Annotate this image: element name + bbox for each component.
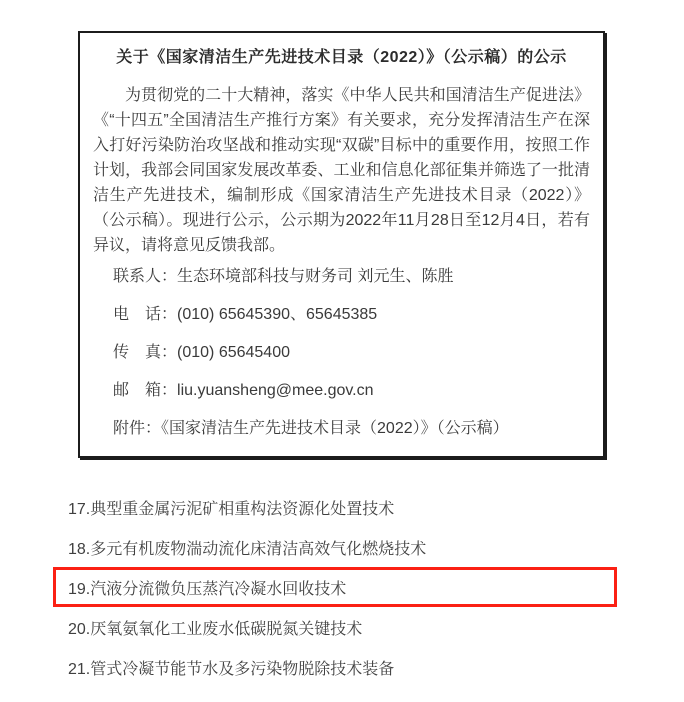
- contact-row-fax: [113, 334, 590, 372]
- tech-item-17: [0, 490, 684, 530]
- notice-box: [78, 31, 605, 458]
- notice-title: 关于《国家清洁生产先进技术目录（2022）》（公示稿）的公示: [116, 49, 567, 66]
- item-number: 21.: [68, 661, 91, 678]
- notice-paragraph: 为贯彻党的二十大精神，落实《中华人民共和国清洁生产促进法》《“十四五”全国清洁生产推行方案》有关要求，充分发挥清洁生产在深入打好污染防治攻坚战和推动实现“双碳”目标中的重要作用，按照工作计划，我部会同国家发展改革委、工业和信息化部征集并筛选了一批清洁生产先进技术，编制形成《国家清洁生产先进技术目录（2022）》（公示稿）。现进行公示，公示期为2022年11月28日至12月4日，若有异议，请将意见反馈我部。: [93, 87, 590, 254]
- item-name: 汽液分流微负压蒸汽冷凝水回收技术: [90, 581, 347, 598]
- contact-block: [93, 258, 590, 448]
- contact-value: liu.yuansheng@mee.gov.cn: [177, 382, 374, 399]
- tech-item-21: [0, 650, 684, 690]
- item-number: 19.: [68, 581, 91, 598]
- contact-value: 生态环境部科技与财务司 刘元生、陈胜: [177, 268, 454, 285]
- item-number: 17.: [68, 501, 91, 518]
- contact-row-phone: [113, 296, 590, 334]
- tech-item-20: [0, 610, 684, 650]
- contact-row-person: [113, 258, 590, 296]
- contact-label: 附件：: [113, 420, 162, 437]
- tech-item-19: [0, 570, 684, 610]
- contact-label: 邮 箱：: [113, 382, 178, 399]
- contact-value: (010) 65645390、65645385: [177, 306, 378, 323]
- tech-list: [0, 490, 684, 690]
- contact-row-email: [113, 372, 590, 410]
- item-name: 典型重金属污泥矿相重构法资源化处置技术: [90, 501, 395, 518]
- contact-value: (010) 65645400: [177, 344, 290, 361]
- item-name: 管式冷凝节能节水及多污染物脱除技术装备: [90, 661, 395, 678]
- tech-item-18: [0, 530, 684, 570]
- item-name: 厌氧氨氧化工业废水低碳脱氮关键技术: [90, 621, 363, 638]
- contact-label: 电 话：: [113, 306, 178, 323]
- contact-row-attachment: [113, 410, 590, 448]
- item-number: 20.: [68, 621, 91, 638]
- contact-label: 联系人：: [113, 268, 178, 285]
- item-number: 18.: [68, 541, 91, 558]
- item-name: 多元有机废物湍动流化床清洁高效气化燃烧技术: [90, 541, 427, 558]
- contact-value: 《国家清洁生产先进技术目录（2022）》（公示稿）: [161, 420, 509, 437]
- contact-label: 传 真：: [113, 344, 178, 361]
